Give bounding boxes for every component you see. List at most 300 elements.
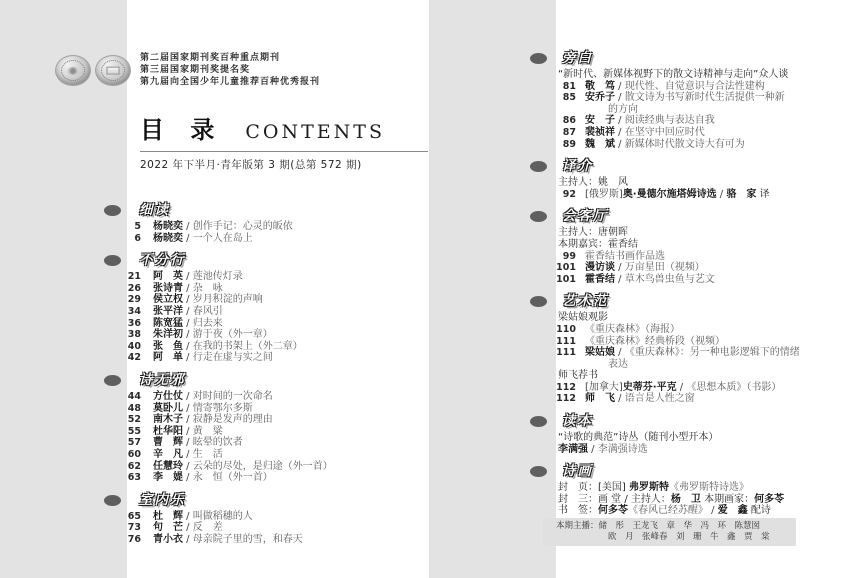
entry-page-number: 40 bbox=[127, 340, 141, 352]
entry-title: 眩晕的饮者 bbox=[192, 437, 243, 449]
entry-title: 李满强诗选 bbox=[597, 443, 648, 455]
section-header-label: 旁白 bbox=[562, 50, 593, 66]
entry-author: 曹 辉 bbox=[153, 437, 183, 449]
entry-sep: / bbox=[183, 437, 193, 449]
entry-text bbox=[153, 294, 263, 306]
entry-title: 春风引 bbox=[192, 305, 223, 317]
entry-label: 本期画家： bbox=[700, 493, 755, 505]
toc-column-right bbox=[556, 50, 816, 546]
entry-author: 张平洋 bbox=[153, 305, 183, 317]
toc-entry bbox=[556, 274, 816, 286]
entry-text bbox=[585, 324, 680, 336]
entry-sep: / bbox=[615, 80, 625, 92]
entry-label: 师飞荐书 bbox=[558, 370, 598, 382]
entry-author: 霍香结 bbox=[585, 273, 615, 285]
entry-author: 阿 英 bbox=[153, 271, 183, 283]
section-bullet-icon bbox=[530, 416, 547, 427]
entry-title: 草木鸟兽虫鱼与艺文 bbox=[624, 273, 715, 285]
toc-entry bbox=[125, 403, 427, 415]
entry-sep: / bbox=[183, 390, 193, 402]
entry-page-number: 89 bbox=[562, 138, 576, 150]
entry-sep: / bbox=[183, 329, 193, 341]
entry-text bbox=[153, 414, 273, 426]
entry-sep: / bbox=[615, 92, 625, 104]
entry-sep: / bbox=[183, 232, 193, 244]
entry-sep: / bbox=[716, 188, 727, 200]
toc-entry bbox=[556, 227, 816, 239]
entry-text bbox=[585, 127, 705, 139]
entry-title: 归去来 bbox=[192, 317, 223, 329]
section-header-label: 不分行 bbox=[139, 252, 186, 269]
section-header-label: 细读 bbox=[139, 202, 170, 218]
section-header-label: 诗画 bbox=[562, 463, 593, 480]
entry-author: 杨晓奕 bbox=[153, 232, 183, 244]
entry-author: 漫访谈 bbox=[585, 262, 615, 274]
entry-page-number: 6 bbox=[134, 232, 141, 244]
entry-text bbox=[153, 391, 273, 403]
entry-page-number: 44 bbox=[127, 390, 141, 402]
toc-title-cn: 目 录 bbox=[140, 116, 224, 144]
entry-page-number: 55 bbox=[127, 425, 141, 437]
entry-page-number: 111 bbox=[556, 335, 576, 347]
toc-entry bbox=[556, 324, 816, 336]
entry-sep: / bbox=[183, 282, 193, 294]
entry-page-number: 86 bbox=[562, 115, 576, 127]
entry-page-number: 34 bbox=[127, 305, 141, 317]
entry-text bbox=[585, 189, 770, 201]
entry-author: 辛 凡 bbox=[153, 448, 183, 460]
entry-author: 杨晓奕 bbox=[153, 221, 183, 232]
entry-sep: / bbox=[183, 352, 193, 364]
entry-label: “诗歌的典范”诗丛（随刊小型开本） bbox=[558, 432, 719, 444]
entry-author: 张诗青 bbox=[153, 282, 183, 294]
entry-title: 情寄鄂尔多斯 bbox=[192, 402, 253, 414]
toc-entry bbox=[556, 92, 816, 104]
entry-sep: / bbox=[183, 402, 193, 414]
toc-entry bbox=[556, 382, 816, 394]
entry-page-number: 62 bbox=[127, 460, 141, 472]
entry-label: 本期嘉宾：霍香结 bbox=[558, 238, 638, 250]
entry-title: 万亩星田（视频） bbox=[624, 262, 705, 274]
entry-label: 封 页：[美国] bbox=[558, 482, 629, 494]
broadcasters-line-2: 欧 月 张峰春 刘 珊 牛 鑫 贾 棠 bbox=[608, 532, 770, 543]
toc-entry bbox=[556, 336, 816, 348]
entry-author: 史蒂芬·平克 bbox=[622, 381, 677, 393]
toc-entry bbox=[556, 115, 816, 127]
broadcasters-line-1: 本期主播：储 彤 王龙飞 章 华 冯 环 陈慧囡 bbox=[556, 521, 761, 532]
entry-author: 安乔子 bbox=[585, 92, 615, 104]
issue-info: 2022 年下半月·青年版第 3 期(总第 572 期) bbox=[140, 159, 362, 171]
entry-label: 译 bbox=[756, 188, 770, 200]
toc-entry bbox=[556, 370, 816, 382]
entry-sep: / bbox=[676, 381, 687, 393]
entry-author: 陈宽猛 bbox=[153, 317, 183, 329]
entry-sep: / bbox=[615, 262, 625, 274]
entry-author: 南木子 bbox=[153, 414, 183, 426]
entry-label: 书 签： bbox=[558, 505, 598, 517]
entry-title: 杂 咏 bbox=[192, 282, 223, 294]
entry-author: 李满强 bbox=[558, 443, 588, 455]
entry-title: 寂静是发声的理由 bbox=[192, 414, 273, 426]
entry-title: 表达 bbox=[608, 358, 628, 370]
entry-text bbox=[153, 283, 223, 295]
entry-author: 何多苓 bbox=[754, 493, 785, 505]
entry-text bbox=[558, 432, 718, 444]
entry-author: 师 飞 bbox=[585, 393, 615, 405]
entry-text bbox=[585, 139, 745, 151]
section-header bbox=[125, 252, 427, 268]
entry-page-number: 36 bbox=[127, 317, 141, 329]
entry-title: 游于夜（外一章） bbox=[192, 329, 273, 341]
broadcasters-strip bbox=[543, 518, 796, 546]
entry-page-number: 87 bbox=[562, 126, 576, 138]
toc-entry bbox=[556, 81, 816, 93]
section-header-label: 艺术范 bbox=[562, 293, 609, 310]
toc-entry bbox=[125, 352, 427, 364]
toc-entry bbox=[556, 262, 816, 274]
toc-entry bbox=[556, 444, 816, 456]
entry-title: 的方向 bbox=[608, 103, 638, 115]
entry-page-number: 101 bbox=[556, 273, 576, 285]
toc-entry bbox=[125, 329, 427, 341]
entry-title: 云朵的尽处，是归途（外一首） bbox=[192, 460, 333, 472]
entry-sep: / bbox=[588, 443, 598, 455]
entry-title: 《重庆森林》经典桥段（视频） bbox=[585, 335, 725, 347]
toc-entry bbox=[125, 511, 427, 523]
toc-entry bbox=[125, 221, 427, 233]
entry-author: 敬 笃 bbox=[585, 80, 615, 92]
entry-author: 何多苓 bbox=[598, 505, 628, 517]
section-header bbox=[125, 492, 427, 508]
entry-label: 封 三：画 堂 / 主持人： bbox=[558, 493, 671, 505]
entry-page-number: 52 bbox=[127, 414, 141, 426]
entry-page-number: 60 bbox=[127, 448, 141, 460]
section-header bbox=[125, 202, 427, 218]
toc-entry bbox=[125, 283, 427, 295]
section-header-label: 室内乐 bbox=[139, 491, 186, 508]
entry-title: 黄 粱 bbox=[192, 425, 223, 437]
entry-page-number: 73 bbox=[127, 522, 141, 534]
entry-sep: / bbox=[615, 126, 625, 138]
entry-text bbox=[558, 444, 648, 456]
entry-text bbox=[558, 227, 628, 239]
entry-page-number: 111 bbox=[556, 347, 576, 359]
continuation-line bbox=[556, 359, 816, 371]
entry-page-number: 112 bbox=[556, 393, 576, 405]
entry-text bbox=[585, 336, 725, 348]
entry-title: 霍香结书画作品选 bbox=[585, 250, 665, 262]
entry-title: 生 活 bbox=[192, 448, 223, 460]
entry-text bbox=[585, 393, 695, 405]
entry-text bbox=[558, 69, 788, 81]
section-header bbox=[556, 50, 816, 66]
entry-author: 爱 鑫 bbox=[717, 505, 748, 517]
entry-text bbox=[585, 347, 800, 359]
entry-sep: / bbox=[183, 414, 193, 426]
entry-author: 莫卧儿 bbox=[153, 402, 183, 414]
toc-entry bbox=[125, 233, 427, 245]
entry-sep: / bbox=[183, 294, 193, 306]
entry-page-number: 26 bbox=[127, 282, 141, 294]
entry-text bbox=[153, 306, 223, 318]
entry-label: 主持人：唐朝晖 bbox=[558, 227, 628, 239]
toc-entry bbox=[125, 426, 427, 438]
entry-title: 《思想本质》（书影） bbox=[686, 381, 782, 393]
toc-entry bbox=[556, 393, 816, 405]
entry-text bbox=[585, 251, 665, 263]
entry-text bbox=[153, 329, 273, 341]
entry-text bbox=[585, 81, 765, 93]
entry-sep: / bbox=[183, 510, 193, 522]
entry-label: 主持人：姚 风 bbox=[558, 177, 628, 189]
entry-text bbox=[153, 472, 273, 484]
entry-title: 《重庆森林》（海报） bbox=[585, 323, 680, 335]
entry-text bbox=[153, 534, 303, 546]
toc-entry bbox=[556, 482, 816, 494]
entry-author: 杜华阳 bbox=[153, 425, 183, 437]
toc-title-en: CONTENTS bbox=[245, 121, 385, 143]
entry-text bbox=[585, 92, 785, 104]
entry-label: 梁姑娘观影 bbox=[558, 312, 608, 324]
entry-text bbox=[153, 233, 253, 245]
toc-entry bbox=[125, 341, 427, 353]
toc-entry bbox=[125, 294, 427, 306]
entry-title: 语言是人性之窗 bbox=[624, 393, 695, 405]
entry-text bbox=[153, 318, 223, 330]
entry-page-number: 5 bbox=[134, 221, 141, 232]
toc-title-block bbox=[140, 110, 428, 172]
section-header bbox=[556, 158, 816, 174]
entry-text bbox=[153, 511, 253, 523]
toc-entry bbox=[556, 177, 816, 189]
entry-page-number: 85 bbox=[562, 92, 576, 104]
entry-title: 莲池传灯录 bbox=[192, 271, 243, 283]
entry-text bbox=[153, 352, 273, 364]
entry-author: 杨 卫 bbox=[670, 493, 701, 505]
entry-page-number: 112 bbox=[556, 381, 576, 393]
section-header bbox=[125, 372, 427, 388]
toc-entry bbox=[125, 391, 427, 403]
section-bullet-icon bbox=[104, 205, 121, 216]
entry-title: 岁月积淀的声响 bbox=[192, 294, 263, 306]
entry-text bbox=[558, 505, 771, 517]
entry-author: 裴祯祥 bbox=[585, 126, 615, 138]
section-bullet-icon bbox=[104, 375, 121, 386]
entry-text bbox=[153, 522, 223, 534]
entry-author: 任慧玲 bbox=[153, 460, 183, 472]
entry-page-number: 21 bbox=[127, 271, 141, 283]
entry-title: 《弗罗斯特诗选》 bbox=[668, 482, 749, 494]
entry-sep: / bbox=[615, 347, 625, 359]
toc-entry bbox=[556, 251, 816, 263]
entry-author: 梁姑娘 bbox=[585, 347, 615, 359]
entry-author: 方仕仗 bbox=[153, 390, 183, 402]
toc-entry bbox=[556, 189, 816, 201]
toc-entry bbox=[125, 318, 427, 330]
entry-text bbox=[558, 239, 638, 251]
entry-title: 《春风已经苏醒》 bbox=[628, 505, 708, 517]
award-book-medal-icon bbox=[95, 55, 131, 86]
entry-title: 永 恒（外一首） bbox=[192, 472, 273, 484]
toc-entry bbox=[125, 461, 427, 473]
center-gutter-band bbox=[429, 0, 556, 578]
entry-author: 阿 单 bbox=[153, 352, 183, 364]
toc-entry bbox=[125, 522, 427, 534]
entry-page-number: 29 bbox=[127, 294, 141, 306]
entry-sep: / bbox=[183, 425, 193, 437]
toc-entry bbox=[125, 414, 427, 426]
title-divider bbox=[140, 151, 428, 152]
section-header-label: 诗无邪 bbox=[139, 371, 186, 388]
toc-entry bbox=[556, 69, 816, 81]
toc-entry bbox=[556, 127, 816, 139]
entry-title: 阅读经典与表达自我 bbox=[624, 115, 715, 127]
entry-text bbox=[585, 262, 705, 274]
toc-entry bbox=[556, 347, 816, 359]
entry-pre: [俄罗斯] bbox=[585, 188, 623, 200]
entry-text bbox=[153, 403, 253, 415]
entry-pre: [加拿大] bbox=[585, 381, 623, 393]
entry-page-number: 92 bbox=[562, 188, 576, 200]
toc-entry bbox=[556, 312, 816, 324]
section-header-label: 会客厅 bbox=[562, 208, 609, 225]
entry-title: 叫做稻穗的人 bbox=[192, 510, 253, 522]
entry-title: 反 差 bbox=[192, 522, 223, 534]
entry-title: 《重庆森林》：另一种电影逻辑下的情绪 bbox=[624, 347, 800, 359]
entry-title: 在我的书架上（外二章） bbox=[192, 340, 303, 352]
entry-author: 奥·曼德尔施塔姆诗选 bbox=[622, 188, 717, 200]
award-line-1: 第二届国家期刊奖百种重点期刊 bbox=[140, 53, 281, 63]
entry-text bbox=[153, 271, 243, 283]
entry-author: 杜 辉 bbox=[153, 510, 183, 522]
section-header bbox=[556, 463, 816, 479]
toc-entry bbox=[556, 494, 816, 506]
entry-text bbox=[153, 426, 223, 438]
entry-author: 骆 家 bbox=[726, 188, 757, 200]
entry-author: 朱洋初 bbox=[153, 329, 183, 341]
entry-sep: / bbox=[615, 115, 625, 127]
entry-sep: / bbox=[708, 505, 718, 517]
entry-sep: / bbox=[183, 271, 193, 283]
entry-author: 侯立权 bbox=[153, 294, 183, 306]
entry-page-number: 57 bbox=[127, 437, 141, 449]
entry-title: 一个人在岛上 bbox=[192, 232, 253, 244]
award-titles bbox=[140, 52, 320, 88]
entry-sep: / bbox=[183, 472, 193, 484]
entry-sep: / bbox=[183, 340, 193, 352]
entry-author: 青小衣 bbox=[153, 533, 183, 545]
toc-entry bbox=[556, 505, 816, 517]
entry-sep: / bbox=[183, 305, 193, 317]
section-header bbox=[556, 413, 816, 429]
entry-text bbox=[153, 341, 303, 353]
entry-label: 配诗 bbox=[747, 505, 771, 517]
entry-page-number: 110 bbox=[556, 323, 576, 335]
entry-sep: / bbox=[183, 317, 193, 329]
entry-title: 现代性、自觉意识与合法性建构 bbox=[624, 80, 765, 92]
entry-title: 新媒体时代散文诗大有可为 bbox=[624, 138, 745, 150]
section-header-label: 读本 bbox=[562, 413, 593, 430]
entry-title: 散文诗为书写新时代生活提供一种新 bbox=[624, 92, 785, 104]
entry-sep: / bbox=[615, 393, 625, 405]
award-line-2: 第三届国家期刊奖提名奖 bbox=[140, 65, 251, 75]
entry-sep: / bbox=[183, 221, 193, 232]
toc-entry bbox=[125, 472, 427, 484]
toc-entry bbox=[125, 534, 427, 546]
entry-text bbox=[153, 461, 333, 473]
entry-title: 在坚守中回应时代 bbox=[624, 126, 705, 138]
entry-author: 安 子 bbox=[585, 115, 615, 127]
entry-title: 行走在虚与实之间 bbox=[192, 352, 273, 364]
toc-entry bbox=[556, 139, 816, 151]
award-line-3: 第九届向全国少年儿童推荐百种优秀报刊 bbox=[140, 77, 321, 87]
entry-text bbox=[558, 482, 749, 494]
entry-title: 母亲院子里的雪，和春天 bbox=[192, 533, 303, 545]
entry-text bbox=[558, 312, 608, 324]
award-medals bbox=[55, 55, 131, 86]
entry-text bbox=[558, 177, 628, 189]
entry-text bbox=[585, 115, 715, 127]
toc-column-left bbox=[125, 202, 427, 545]
entry-sep: / bbox=[615, 138, 625, 150]
toc-entry bbox=[125, 437, 427, 449]
entry-title: 创作手记：心灵的皈依 bbox=[192, 221, 293, 232]
entry-sep: / bbox=[183, 533, 193, 545]
entry-author: 张 鱼 bbox=[153, 340, 183, 352]
entry-page-number: 48 bbox=[127, 402, 141, 414]
entry-text bbox=[153, 437, 243, 449]
entry-author: 句 芒 bbox=[153, 522, 183, 534]
entry-author: 弗罗斯特 bbox=[628, 482, 669, 494]
entry-title: 对时间的一次命名 bbox=[192, 390, 273, 402]
entry-text bbox=[153, 449, 223, 461]
entry-page-number: 101 bbox=[556, 262, 576, 274]
continuation-line bbox=[556, 104, 816, 116]
entry-sep: / bbox=[183, 522, 193, 534]
entry-page-number: 42 bbox=[127, 352, 141, 364]
left-margin-band bbox=[0, 0, 127, 578]
toc-entry bbox=[125, 271, 427, 283]
toc-entry bbox=[125, 449, 427, 461]
section-header bbox=[556, 208, 816, 224]
entry-page-number: 99 bbox=[562, 250, 576, 262]
entry-text bbox=[558, 494, 784, 506]
section-bullet-icon bbox=[104, 495, 121, 506]
entry-text bbox=[585, 274, 715, 286]
entry-text bbox=[153, 221, 293, 233]
entry-sep: / bbox=[615, 273, 625, 285]
entry-page-number: 65 bbox=[127, 510, 141, 522]
entry-page-number: 81 bbox=[562, 80, 576, 92]
entry-page-number: 76 bbox=[127, 533, 141, 545]
section-header bbox=[556, 293, 816, 309]
entry-author: 李 媞 bbox=[153, 472, 183, 484]
entry-page-number: 63 bbox=[127, 472, 141, 484]
entry-text bbox=[558, 370, 598, 382]
section-bullet-icon bbox=[530, 53, 547, 64]
toc-entry bbox=[556, 432, 816, 444]
entry-text bbox=[585, 382, 781, 394]
entry-page-number: 38 bbox=[127, 329, 141, 341]
section-header-label: 译介 bbox=[562, 158, 593, 175]
entry-sep: / bbox=[183, 460, 193, 472]
entry-label: “新时代、新媒体视野下的散文诗精神与走向”众人谈 bbox=[558, 69, 789, 80]
toc-entry bbox=[556, 239, 816, 251]
toc-entry bbox=[125, 306, 427, 318]
entry-author: 魏 斌 bbox=[585, 138, 615, 150]
entry-sep: / bbox=[183, 448, 193, 460]
award-seal-icon bbox=[55, 55, 91, 86]
